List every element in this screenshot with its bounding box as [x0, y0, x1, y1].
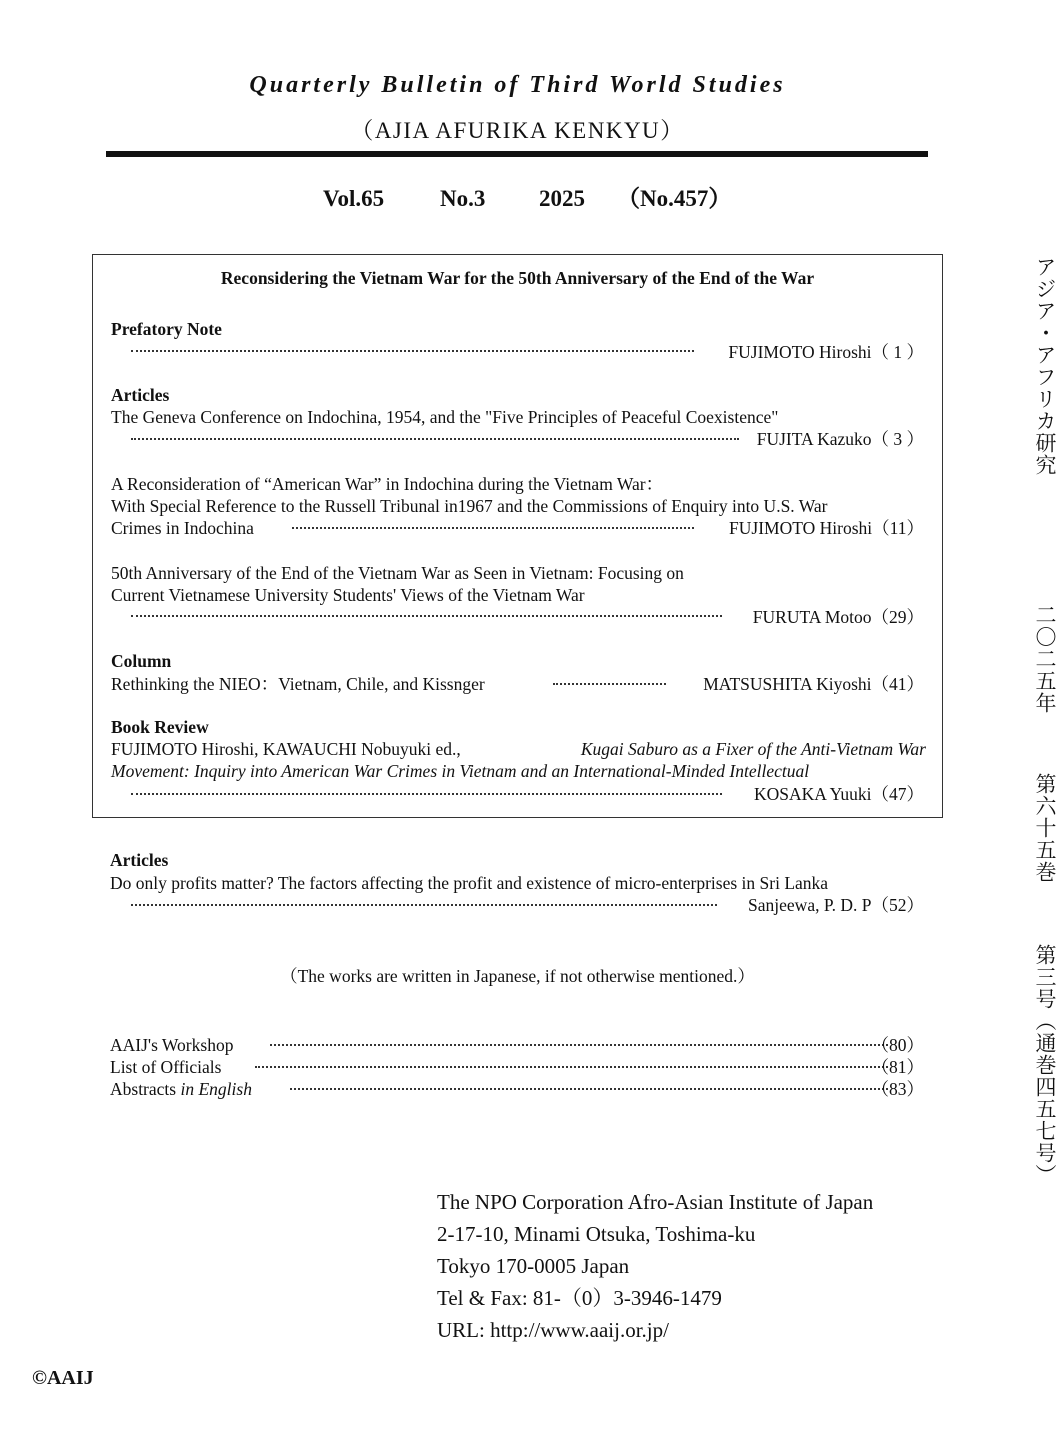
- journal-subtitle: （AJIA AFURIKA KENKYU）: [350, 118, 685, 143]
- vertical-japanese-year: 二〇二五年: [1033, 604, 1057, 714]
- articles-heading: Articles: [110, 850, 169, 870]
- column-author: MATSUSHITA Kiyoshi（41）: [703, 674, 924, 694]
- article-title: Do only profits matter? The factors affecting the profit and existence of micro-enterprises in Sri Lanka: [110, 873, 829, 893]
- article3-title-line2: Current Vietnamese University Students' Views of the Vietnam War: [111, 585, 585, 605]
- article-author: Sanjeewa, P. D. P（52）: [748, 895, 924, 915]
- language-note: （The works are written in Japanese, if not otherwise mentioned.）: [280, 966, 755, 986]
- publisher-block: [437, 1186, 873, 1346]
- review-book-title: Kugai Saburo as a Fixer of the Anti-Vietnam War: [580, 739, 926, 759]
- number-label: No.3: [440, 186, 486, 211]
- year-label: 2025: [539, 186, 585, 211]
- article2-author: FUJIMOTO Hiroshi（11）: [729, 518, 924, 538]
- article2-title-line2: With Special Reference to the Russell Tribunal in1967 and the Commissions of Enquiry into U.S. War: [111, 496, 828, 516]
- vertical-japanese-volume: 第六十五巻: [1033, 773, 1057, 883]
- leader-dots: [131, 793, 722, 795]
- header-rule: [106, 151, 928, 157]
- article1-author: FUJITA Kazuko（ 3 ）: [756, 429, 924, 449]
- article3-title-line1: 50th Anniversary of the End of the Vietnam War as Seen in Vietnam: Focusing on: [111, 563, 684, 583]
- serial-label: （No.457）: [617, 186, 732, 211]
- publisher-address2: Tokyo 170-0005 Japan: [437, 1254, 630, 1278]
- vertical-japanese-title: アジア・アフリカ研究: [1033, 256, 1057, 476]
- volume-label: Vol.65: [323, 186, 385, 211]
- misc-item-label: AAIJ's Workshop: [110, 1035, 234, 1055]
- leader-dots: [255, 1066, 888, 1068]
- leader-dots: [131, 615, 722, 617]
- column-heading: Column: [111, 651, 172, 671]
- misc-item-page: （83）: [871, 1079, 924, 1099]
- journal-title: Quarterly Bulletin of Third World Studies: [249, 72, 786, 98]
- prefatory-author: FUJIMOTO Hiroshi（ 1 ）: [728, 342, 924, 362]
- issue-line: [323, 180, 731, 213]
- book-review-heading: Book Review: [111, 717, 209, 737]
- leader-dots: [131, 438, 739, 440]
- misc-item-page: （80）: [871, 1035, 924, 1055]
- publisher-tel: Tel & Fax: 81-（0）3-3946-1479: [437, 1286, 722, 1310]
- vertical-japanese-issue: 第三号（通巻四五七号）: [1033, 944, 1057, 1186]
- articles-heading: Articles: [111, 385, 170, 405]
- review-line1: [111, 738, 926, 760]
- leader-dots: [290, 1088, 888, 1090]
- leader-dots: [131, 350, 694, 352]
- leader-dots: [553, 683, 666, 685]
- copyright-mark: ©AAIJ: [32, 1367, 94, 1389]
- article2-title-line1: A Reconsideration of “American War” in Indochina during the Vietnam War：: [111, 474, 664, 494]
- misc-item-label: List of Officials: [110, 1057, 222, 1077]
- publisher-url[interactable]: URL: http://www.aaij.or.jp/: [437, 1318, 669, 1342]
- misc-item-page: （81）: [871, 1057, 924, 1077]
- review-author: KOSAKA Yuuki（47）: [754, 784, 924, 804]
- column-title: Rethinking the NIEO：Vietnam, Chile, and Kissnger: [111, 674, 485, 694]
- article3-author: FURUTA Motoo（29）: [752, 607, 924, 627]
- publisher-address1: 2-17-10, Minami Otsuka, Toshima-ku: [437, 1222, 756, 1246]
- leader-dots: [292, 527, 694, 529]
- article2-title-line3: Crimes in Indochina: [111, 518, 254, 538]
- leader-dots: [131, 904, 717, 906]
- publisher-name: The NPO Corporation Afro-Asian Institute of Japan: [437, 1190, 874, 1214]
- prefatory-heading: Prefatory Note: [111, 319, 222, 339]
- leader-dots: [270, 1044, 888, 1046]
- review-editors: FUJIMOTO Hiroshi, KAWAUCHI Nobuyuki ed.,: [111, 739, 461, 759]
- review-book-title-cont: Movement: Inquiry into American War Crimes in Vietnam and an International-Minded Intellectual: [111, 761, 810, 781]
- article1-title: The Geneva Conference on Indochina, 1954, and the "Five Principles of Peaceful Coexistence": [111, 407, 779, 427]
- special-feature-title: Reconsidering the Vietnam War for the 50th Anniversary of the End of the War: [220, 268, 815, 288]
- misc-item-label: Abstracts in English: [110, 1079, 252, 1099]
